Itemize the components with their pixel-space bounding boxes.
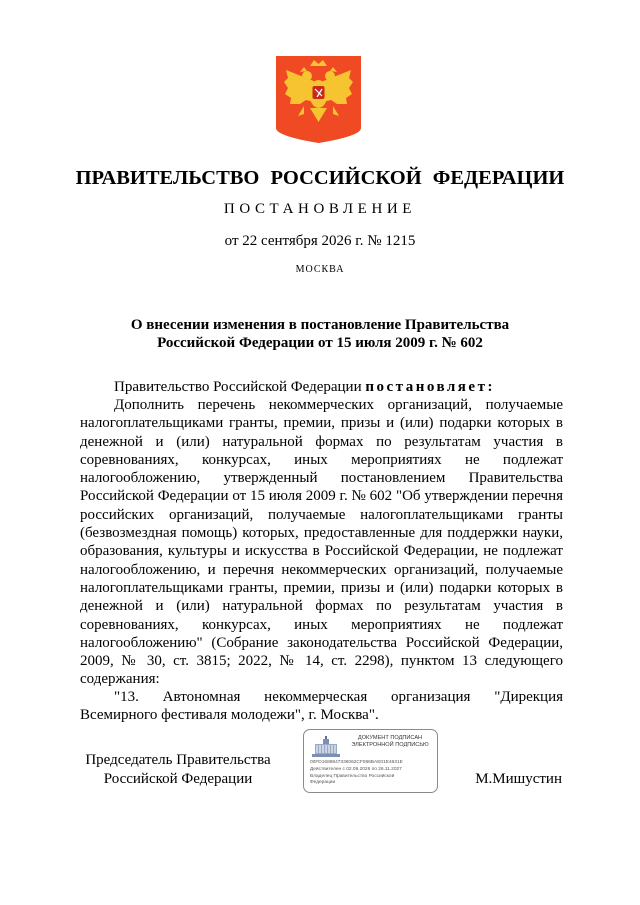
enacting-clause-prefix: Правительство Российской Федерации xyxy=(114,379,366,395)
signatory-title-line-1: Председатель Правительства xyxy=(85,752,271,768)
document-subject xyxy=(70,316,570,352)
electronic-signature-stamp xyxy=(303,729,438,793)
stamp-serial: 00FD1689847336062CF086BAE01E4631E xyxy=(310,760,403,765)
new-item-paragraph: "13. Автономная некоммерческая организация "Дирекция Всемирного фестиваля молодежи", г. Москва". xyxy=(80,689,563,724)
subject-line-2: Российской Федерации от 15 июля 2009 г. № 602 xyxy=(157,335,483,351)
enacting-clause-keyword: постановляет: xyxy=(365,379,495,395)
coat-of-arms-emblem xyxy=(276,56,361,143)
main-paragraph: Дополнить перечень некоммерческих организаций, получаемые налогоплательщиками гранты, премии, призы и (или) подарки которых в денежной и (или) натуральной формах по результатам участия в соревнованиях, конкурсах, иных мероприятиях не подлежат налогообложению, утвержденный постановлением Правительства Российской Федерации от 15 июля 2009 г. № 602 "Об утверждении перечня российских организаций, получаемые налогоплательщиками гранты (безвозмездная помощь) которых, предоставленные для поддержки науки, образования, культуры и искусства в Российской Федерации, не подлежат налогообложению, и перечня некоммерческих организаций, получаемые налогоплательщиками гранты, премии, призы и (или) подарки которых в денежной и (или) натуральной формах по результатам участия в соревнованиях, конкурсах, иных мероприятиях не подлежат налогообложению" (Собрание законодательства Российской Федерации, 2009, № 30, ст. 3815; 2022, № 14, ст. 2298), пунктом 13 следующего содержания: xyxy=(80,397,563,688)
signatory-title-line-2: Российской Федерации xyxy=(103,771,253,787)
signatory-name: М.Мишустин xyxy=(475,771,562,787)
stamp-heading xyxy=(346,735,434,749)
government-name: ПРАВИТЕЛЬСТВО РОССИЙСКОЙ ФЕДЕРАЦИИ xyxy=(75,167,565,189)
stamp-validity: Действителен с 02.09.2026 по 26.11.2027 xyxy=(310,767,402,772)
stamp-heading-line-1: ДОКУМЕНТ ПОДПИСАН xyxy=(357,735,423,741)
document-date-number: от 22 сентября 2026 г. № 1215 xyxy=(224,233,416,249)
subject-line-1: О внесении изменения в постановление Правительства xyxy=(130,317,510,333)
government-building-icon xyxy=(311,736,341,758)
signatory-title xyxy=(78,751,278,789)
stamp-owner-line-1: Владелец Правительство Российской xyxy=(310,774,395,779)
document-type: ПОСТАНОВЛЕНИЕ xyxy=(223,201,417,217)
document-city: МОСКВА xyxy=(295,264,345,275)
enacting-clause xyxy=(80,378,563,396)
stamp-heading-line-2: ЭЛЕКТРОННОЙ ПОДПИСЬЮ xyxy=(351,742,429,748)
stamp-owner-line-2: Федерации xyxy=(310,780,336,785)
